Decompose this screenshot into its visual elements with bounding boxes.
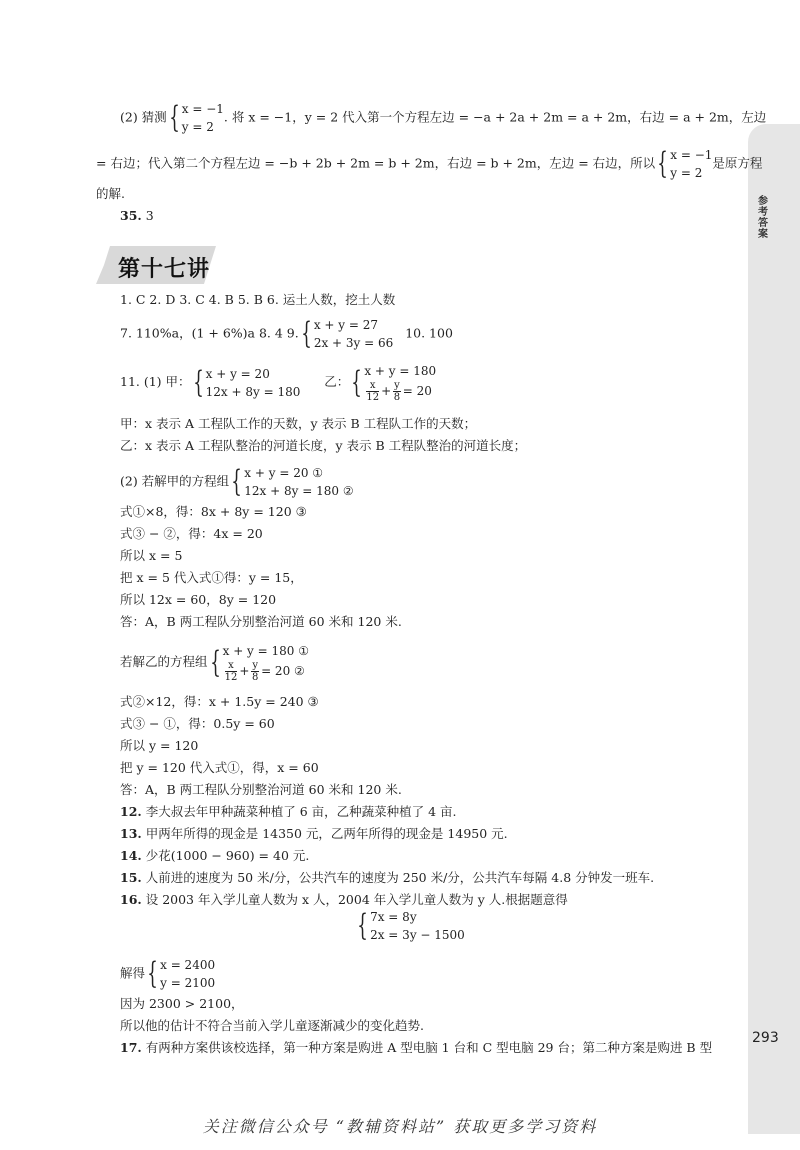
eq-row: x = 2400 [160, 958, 216, 972]
answers-1-6: 1. C 2. D 3. C 4. B 5. B 6. 运土人数，挖土人数 [120, 292, 396, 307]
system-yi [364, 362, 436, 403]
step-line: 把 x = 5 代入式①得：y = 15， [120, 570, 303, 585]
brace: { [301, 316, 312, 351]
step-line: 所以 y = 120 [120, 738, 199, 753]
answer-text: 人前进的速度为 50 米/分，公共汽车的速度为 250 米/分，公共汽车每隔 4.8 分钟发一班车. [141, 870, 655, 885]
guess-line-3: 的解. [96, 186, 125, 201]
question-number: 14. [120, 848, 142, 863]
page-number: 293 [752, 1030, 779, 1046]
brace: { [147, 956, 158, 991]
eq-row: y = 2 [181, 120, 214, 134]
jia-explanation: 甲：x 表示 A 工程队工作的天数，y 表示 B 工程队工作的天数； [120, 416, 477, 431]
denominator: 12 [224, 672, 238, 683]
step-line: 所以 x = 5 [120, 548, 183, 563]
q16-system [355, 908, 465, 944]
denominator: 8 [252, 672, 259, 683]
brace: { [657, 146, 668, 181]
jia-label: 11. (1) 甲： [120, 374, 191, 389]
eq-row: y = 2100 [160, 976, 216, 990]
answer-15 [120, 870, 654, 886]
eq-row [364, 380, 436, 403]
answer-11-systems [120, 362, 436, 403]
step-line: 把 y = 120 代入式①，得，x = 60 [120, 760, 319, 775]
answer-text: 甲两年所得的现金是 14350 元，乙两年所得的现金是 14950 元. [141, 826, 508, 841]
system-q16 [370, 908, 465, 944]
guess-text: . 将 x = −1，y = 2 代入第一个方程左边 = −a + 2a + 2m = a + 2m，右边 = a + 2m，左边 [223, 109, 767, 125]
step-line: 式③ − ①，得：0.5y = 60 [120, 716, 275, 731]
step-line: 式②×12，得：x + 1.5y = 240 ③ [120, 694, 319, 709]
answers-7-9-text: 7. 110%a，(1 + 6%)a 8. 4 9. [120, 325, 299, 341]
brace: { [192, 364, 204, 400]
solve-yi-line [120, 642, 309, 683]
q16-conclusion-1: 因为 2300 > 2100， [120, 996, 244, 1011]
equals-text: = 20 [402, 384, 432, 398]
answer-text: 少花(1000 − 960) = 40 元. [141, 848, 310, 863]
answer-statement: 答：A，B 两工程队分别整治河道 60 米和 120 米. [120, 614, 402, 629]
fraction [393, 380, 401, 403]
fraction [366, 380, 379, 403]
solve-yi-label: 若解乙的方程组 [120, 654, 208, 669]
answer-35 [120, 208, 154, 224]
answer-text: 李大叔去年甲种蔬菜种植了 6 亩，乙种蔬菜种植了 4 亩. [141, 804, 457, 819]
answer-10: 10. 100 [405, 325, 453, 341]
answer-text: 有两种方案供该校选择，第一种方案是购进 A 型电脑 1 台和 C 型电脑 29 台；第二种方案是购进 B 型 [141, 1040, 713, 1055]
eq-row: y = 2 [670, 166, 703, 180]
eq-row: x + y = 27 [313, 318, 379, 332]
eq-row [223, 660, 309, 683]
question-number: 13. [120, 826, 142, 841]
fraction [225, 660, 238, 683]
eq-row: 7x = 8y [370, 910, 417, 924]
eq-row: 12x + 8y = 180 ② [244, 484, 354, 498]
q16-conclusion-2: 所以他的估计不符合当前入学儿童逐渐减少的变化趋势. [120, 1018, 424, 1033]
answer-13 [120, 826, 508, 842]
system-q16-solution [160, 956, 215, 992]
fraction [251, 660, 259, 683]
solve-jia-line [120, 464, 354, 500]
step-line: 式①×8，得：8x + 8y = 120 ③ [120, 504, 307, 519]
question-number: 12. [120, 804, 142, 819]
step-line: 所以 12x = 60，8y = 120 [120, 592, 277, 607]
solution-label: 解得 [120, 965, 146, 981]
system-jia [206, 365, 301, 401]
guess-line [120, 100, 766, 136]
question-number: 17. [120, 1040, 142, 1055]
plus-sign: + [381, 384, 392, 398]
guess-line-2 [96, 146, 762, 182]
eq-row: 12x + 8y = 180 [205, 384, 301, 399]
system-q9 [314, 316, 393, 352]
answers-7-10 [120, 316, 453, 352]
yi-explanation: 乙：x 表示 A 工程队整治的河道长度，y 表示 B 工程队整治的河道长度； [120, 438, 527, 453]
answer-text: 3 [141, 208, 154, 223]
numerator: x [366, 380, 379, 392]
side-tab [748, 124, 800, 1134]
question-number: 15. [120, 870, 142, 885]
system-jia-solve [244, 464, 353, 500]
question-number: 16. [120, 892, 142, 907]
answer-12 [120, 804, 457, 820]
q16-solution [120, 956, 215, 992]
brace: { [231, 464, 242, 499]
question-number: 35. [120, 208, 142, 223]
guess-text-2: = 右边；代入第二个方程左边 = −b + 2b + 2m = b + 2m，右边 = b + 2m，左边 = 右边，所以 [96, 155, 656, 171]
guess-tail: 是原方程 [712, 155, 763, 171]
system-yi-solve [223, 642, 309, 683]
guess-prefix: (2) 猜测 [120, 109, 167, 125]
solve-jia-label: (2) 若解甲的方程组 [120, 473, 230, 489]
denominator: 8 [393, 392, 401, 403]
equals-text: = 20 ② [261, 664, 305, 678]
solution-system [670, 146, 712, 182]
answer-statement: 答：A，B 两工程队分别整治河道 60 米和 120 米. [120, 782, 402, 797]
eq-row: x = −1 [670, 148, 713, 162]
eq-row: x + y = 180 ① [222, 644, 309, 658]
brace: { [168, 100, 180, 135]
footer-watermark: 关注微信公众号 “教辅资料站” 获取更多学习资料 [202, 1117, 598, 1136]
brace: { [357, 908, 368, 943]
answer-text: 设 2003 年入学儿童人数为 x 人，2004 年入学儿童人数为 y 人.根据题意得 [141, 892, 568, 907]
step-line: 式③ − ②，得：4x = 20 [120, 526, 263, 541]
answer-17 [120, 1040, 712, 1056]
yi-label: 乙： [324, 374, 350, 389]
numerator: y [252, 660, 259, 671]
brace: { [209, 644, 221, 680]
eq-row: x + y = 20 ① [244, 466, 324, 480]
side-tab-label: 参考答案 [758, 196, 768, 240]
eq-row: x = −1 [181, 102, 224, 116]
eq-row: 2x = 3y − 1500 [370, 928, 465, 942]
eq-row: x + y = 20 [205, 366, 270, 381]
guess-system [182, 100, 224, 136]
brace: { [351, 364, 363, 400]
numerator: x [225, 660, 238, 672]
section-title: 第十七讲 [118, 257, 211, 282]
plus-sign: + [239, 664, 250, 678]
answer-14 [120, 848, 309, 864]
denominator: 12 [366, 392, 380, 403]
eq-row: x + y = 180 [364, 364, 437, 378]
eq-row: 2x + 3y = 66 [313, 336, 394, 350]
answer-16 [120, 892, 568, 908]
numerator: y [394, 380, 400, 391]
